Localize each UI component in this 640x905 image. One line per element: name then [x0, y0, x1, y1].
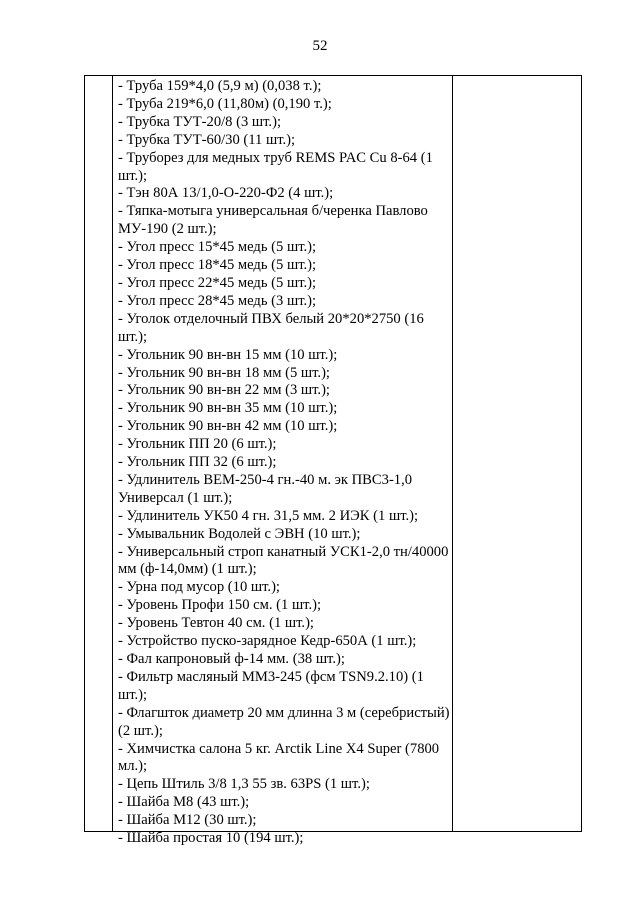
list-item: - Угол пресс 18*45 медь (5 шт.);	[118, 257, 317, 274]
list-item: - Угольник 90 вн-вн 35 мм (10 шт.);	[118, 400, 338, 417]
list-item: - Угольник 90 вн-вн 15 мм (10 шт.);	[118, 346, 338, 363]
list-item: - Устройство пуско-зарядное Кедр-650А (1 шт.);	[118, 633, 417, 650]
table-column-divider	[112, 76, 113, 831]
list-item: - Удлинитель УК50 4 гн. 31,5 мм. 2 ИЭК (1 шт.);	[118, 507, 419, 524]
list-item: - Шайба М12 (30 шт.);	[118, 812, 257, 829]
list-item: - Угол пресс 28*45 медь (3 шт.);	[118, 292, 317, 309]
page-number: 52	[312, 38, 328, 54]
list-item: - Умывальник Водолей с ЭВН (10 шт.);	[118, 525, 361, 542]
table-column-divider	[452, 76, 453, 831]
list-item: - Угольник ПП 20 (6 шт.);	[118, 436, 277, 453]
list-item: - Труборез для медных труб REMS PAC Cu 8-64 (1 шт.);	[118, 149, 433, 184]
list-item: - Угольник 90 вн-вн 42 мм (10 шт.);	[118, 418, 338, 435]
list-item: - Труба 219*6,0 (11,80м) (0,190 т.);	[118, 95, 332, 112]
list-item: - Угол пресс 22*45 медь (5 шт.);	[118, 274, 317, 291]
list-item: - Фал капроновый ф-14 мм. (38 шт.);	[118, 651, 345, 667]
list-item: - Шайба простая 10 (194 шт.);	[118, 830, 304, 847]
list-item: - Удлинитель ВЕМ-250-4 гн.-40 м. эк ПВС3-1,0 Универсал (1 шт.);	[118, 471, 413, 506]
list-item: - Трубка ТУТ-20/8 (3 шт.);	[118, 113, 281, 130]
list-item: - Цепь Штиль 3/8 1,3 55 зв. 63PS (1 шт.);	[118, 776, 370, 793]
list-item: - Трубка ТУТ-60/30 (11 шт.);	[118, 131, 296, 148]
list-item: - Угольник 90 вн-вн 18 мм (5 шт.);	[118, 364, 330, 381]
list-item: - Тэн 80А 13/1,0-О-220-Ф2 (4 шт.);	[118, 185, 334, 202]
list-item: - Труба 159*4,0 (5,9 м) (0,038 т.);	[118, 78, 322, 94]
list-item: - Фильтр масляный ММ3-245 (фсм TSN9.2.10) (1 шт.);	[118, 668, 424, 703]
list-item: - Уголок отделочный ПВХ белый 20*20*2750 (16 шт.);	[118, 310, 424, 345]
list-item: - Универсальный строп канатный УСК1-2,0 тн/40000 мм (ф-14,0мм) (1 шт.);	[118, 543, 449, 578]
list-item: - Угольник 90 вн-вн 22 мм (3 шт.);	[118, 382, 330, 399]
list-item: - Тяпка-мотыга универсальная б/черенка Павлово МУ-190 (2 шт.);	[118, 203, 428, 238]
list-item: - Угол пресс 15*45 медь (5 шт.);	[118, 239, 317, 256]
list-item: - Урна под мусор (10 шт.);	[118, 579, 280, 596]
list-item: - Уровень Профи 150 см. (1 шт.);	[118, 597, 322, 614]
document-table	[84, 75, 582, 847]
list-item: - Угольник ПП 32 (6 шт.);	[118, 454, 277, 471]
item-list	[118, 78, 450, 848]
list-item: - Шайба М8 (43 шт.);	[118, 794, 250, 811]
list-item: - Уровень Тевтон 40 см. (1 шт.);	[118, 615, 314, 632]
list-item: - Химчистка салона 5 кг. Arctik Line X4 Super (7800 мл.);	[118, 740, 440, 775]
list-item: - Флагшток диаметр 20 мм длинна 3 м (серебристый) (2 шт.);	[118, 704, 450, 739]
